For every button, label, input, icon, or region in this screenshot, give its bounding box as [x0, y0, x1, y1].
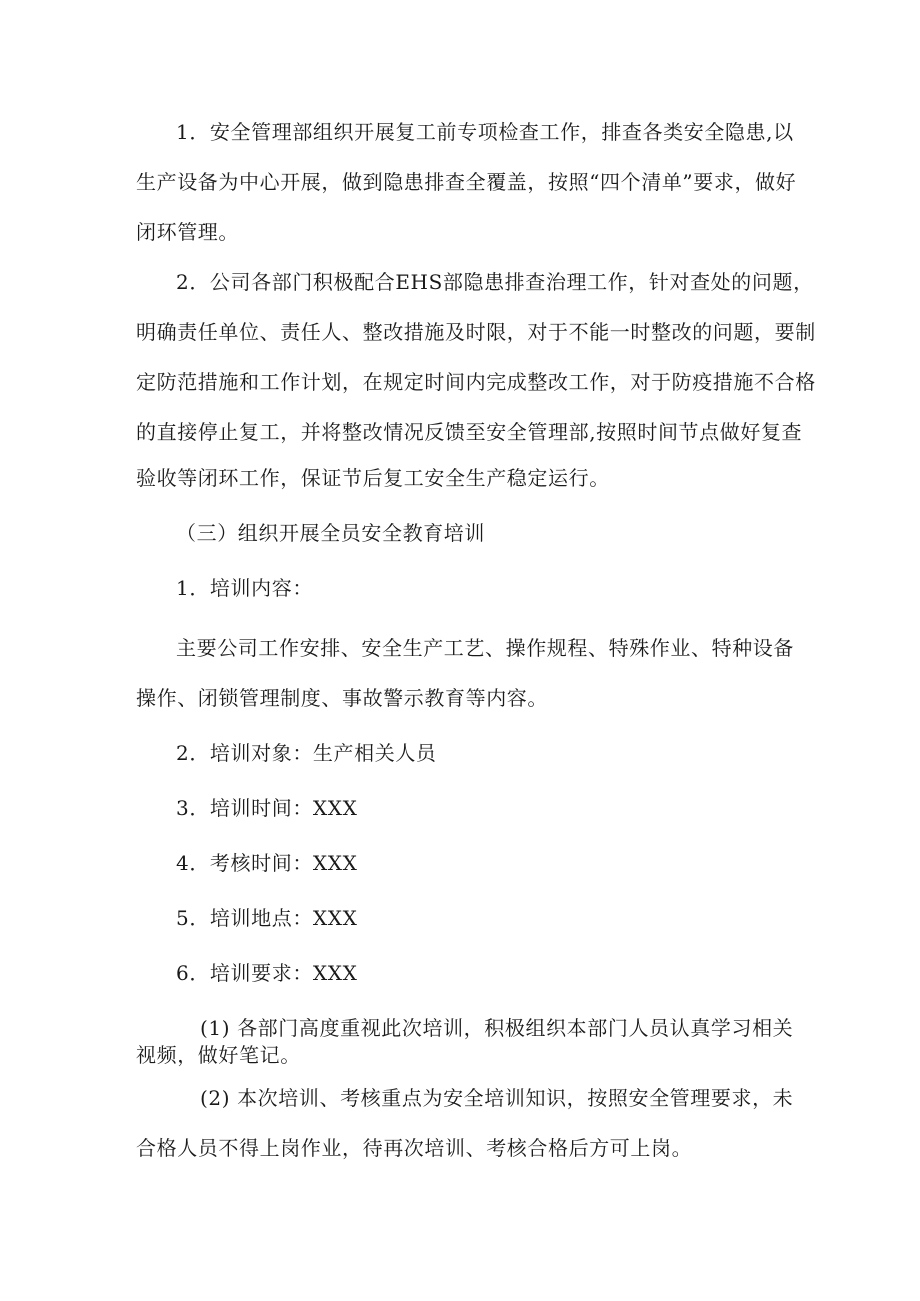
paragraph-1-line-2: 生产设备为中心开展，做到隐患排查全覆盖，按照“四个清单”要求，做好 [136, 170, 797, 194]
paragraph-2-line-1: 2．公司各部门积极配合EHS部隐患排查治理工作，针对查处的问题， [176, 270, 814, 294]
paragraph-1-line-3: 闭环管理。 [136, 220, 239, 244]
paragraph-2-line-2: 明确责任单位、责任人、整改措施及时限，对于不能一时整改的问题，要制 [136, 320, 816, 344]
paragraph-2-line-3: 定防范措施和工作计划，在规定时间内完成整改工作，对于防疫措施不合格 [136, 370, 816, 394]
requirement-2-line-2: 合格人员不得上岗作业，待再次培训、考核合格后方可上岗。 [136, 1136, 693, 1160]
item-training-audience: 2．培训对象：生产相关人员 [176, 741, 437, 765]
item-training-content: 1．培训内容： [176, 576, 313, 600]
item-training-requirements: 6．培训要求：XXX [176, 961, 358, 985]
paragraph-1-line-1: 1．安全管理部组织开展复工前专项检查工作，排查各类安全隐患,以 [176, 120, 794, 144]
item-training-location: 5．培训地点：XXX [176, 906, 358, 930]
training-content-line-1: 主要公司工作安排、安全生产工艺、操作规程、特殊作业、特种设备 [176, 636, 794, 660]
item-training-time: 3．培训时间：XXX [176, 796, 358, 820]
requirement-2-line-1: (2) 本次培训、考核重点为安全培训知识，按照安全管理要求，未 [200, 1086, 794, 1110]
requirement-1-line-1: (1) 各部门高度重视此次培训，积极组织本部门人员认真学习相关 [200, 1016, 794, 1040]
requirement-1-line-2: 视频，做好笔记。 [136, 1043, 301, 1067]
training-content-line-2: 操作、闭锁管理制度、事故警示教育等内容。 [136, 686, 548, 710]
section-heading: （三）组织开展全员安全教育培训 [176, 521, 485, 545]
paragraph-2-line-4: 的直接停止复工，并将整改情况反馈至安全管理部,按照时间节点做好复查 [136, 420, 803, 444]
item-exam-time: 4．考核时间：XXX [176, 851, 358, 875]
paragraph-2-line-5: 验收等闭环工作，保证节后复工安全生产稳定运行。 [136, 466, 610, 490]
